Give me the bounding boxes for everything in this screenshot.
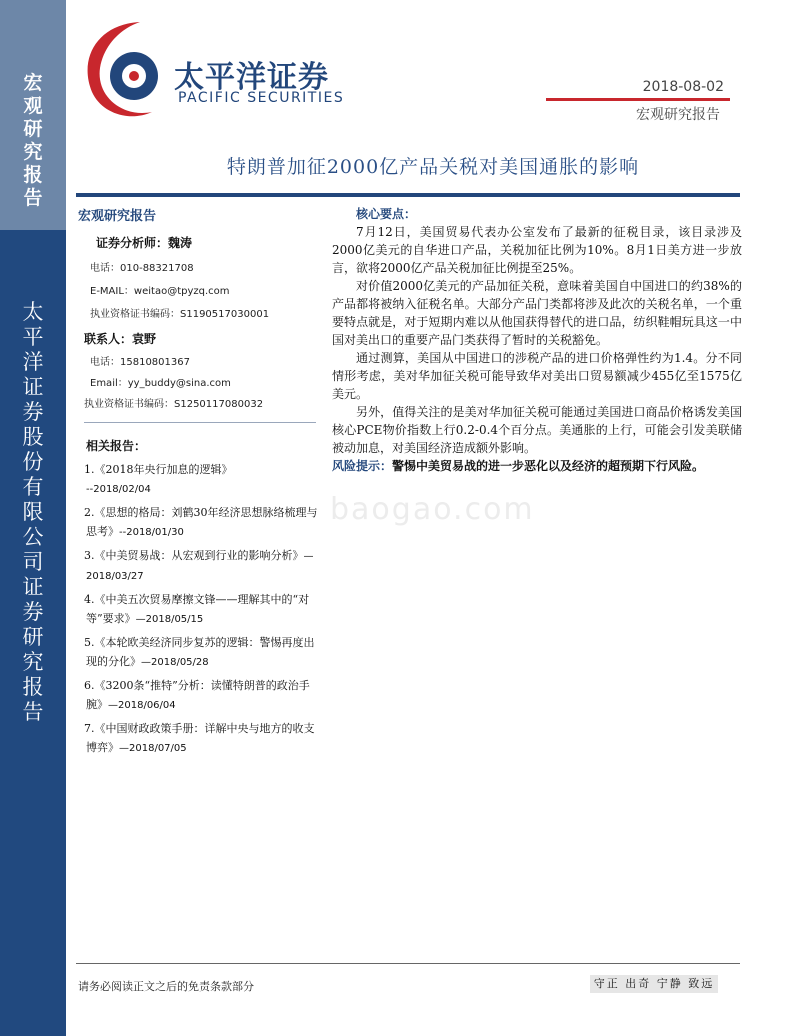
contact-cert: 执业资格证书编码：S1250117080032 [84, 399, 264, 410]
core-paragraph-4: 另外，值得关注的是美对华加征关税可能通过美国进口商品价格诱发美国核心PCE物价指数上行0.2-0.4个百分点。美通胀的上行，可能会引发美联储被动加息，对美国经济造成额外影响。 [332, 405, 742, 455]
left-divider [84, 422, 316, 423]
left-column [78, 205, 318, 762]
related-report-title: 6.《3200条“推特”分析：读懂特朗普的政治手腕》 [84, 679, 310, 711]
logo-text-cn: 太平洋证券 [174, 60, 329, 95]
core-points-heading: 核心要点： [356, 207, 417, 221]
list-item[interactable] [86, 676, 318, 715]
analyst-email[interactable]: E-MAIL：weitao@tpyzq.com [90, 286, 230, 297]
contact-name: 联系人：袁野 [84, 332, 157, 346]
list-item[interactable] [86, 633, 318, 672]
related-report-title: 2.《思想的格局：刘鹤30年经济思想脉络梳理与思考》 [84, 506, 318, 538]
list-item[interactable] [86, 503, 318, 542]
page-title: 特朗普加征2000亿产品关税对美国通胀的影响 [226, 156, 640, 178]
related-report-date: —2018/03/27 [86, 551, 314, 582]
date-divider [546, 98, 730, 101]
related-report-title: 5.《本轮欧美经济同步复苏的逻辑：警惕再度出现的分化》 [84, 636, 315, 668]
risk-label: 风险提示： [332, 459, 393, 473]
logo-text-en: PACIFIC SECURITIES [178, 90, 345, 106]
footer-divider [76, 963, 740, 964]
related-report-date: —2018/06/04 [108, 700, 176, 711]
related-report-title: 3.《中美贸易战：从宏观到行业的影响分析》 [84, 549, 304, 562]
footer-disclaimer: 请务必阅读正文之后的免责条款部分 [78, 980, 254, 993]
contact-phone: 电话：15810801367 [90, 357, 190, 368]
title-divider [76, 193, 740, 197]
list-item[interactable] [86, 719, 318, 758]
sidebar-company-name: 太平洋证券股份有限公司证券研究报告 [22, 300, 44, 724]
left-section-title: 宏观研究报告 [78, 209, 157, 224]
report-date: 2018-08-02 [642, 79, 724, 95]
related-report-date: --2018/02/04 [86, 484, 151, 495]
analyst-cert: 执业资格证书编码：S1190517030001 [90, 309, 270, 320]
watermark: baogao.com [330, 492, 535, 527]
list-item[interactable] [86, 590, 318, 629]
list-item[interactable] [86, 546, 318, 586]
related-report-date: —2018/05/28 [141, 657, 209, 668]
list-item[interactable] [86, 460, 318, 499]
risk-text: 警惕中美贸易战的进一步恶化以及经济的超预期下行风险。 [392, 459, 705, 473]
analyst-name: 证券分析师：魏涛 [96, 236, 193, 250]
core-paragraph-1: 7月12日，美国贸易代表办公室发布了最新的征税目录，该目录涉及2000亿美元的自华进口产品，关税加征比例为10%。8月1日美方进一步放言，欲将2000亿产品关税加征比例提至25%。 [332, 225, 742, 275]
risk-warning [332, 457, 742, 475]
related-report-date: --2018/01/30 [119, 527, 184, 538]
footer-motto: 守正 出奇 宁静 致远 [590, 975, 718, 993]
sidebar-report-type: 宏观研究报告 [23, 72, 43, 209]
related-report-date: —2018/05/15 [135, 614, 204, 625]
core-paragraph-2: 对价值2000亿美元的产品加征关税，意味着美国自中国进口的约38%的产品都将被纳入征税名单。大部分产品门类都将涉及此次的关税名单，一个重要特点就是，对于短期内难以从他国获得替代的进口品，纺织鞋帽玩具这一中国对美出口的重要产品门类获得了暂时的关税豁免。 [332, 279, 742, 347]
report-type-label: 宏观研究报告 [636, 107, 720, 123]
related-report-title: 7.《中国财政政策手册：详解中央与地方的收支博弈》 [84, 722, 315, 754]
sidebar [0, 0, 66, 1036]
contact-email[interactable]: Email：yy_buddy@sina.com [90, 378, 231, 389]
related-report-title: 1.《2018年央行加息的逻辑》 [84, 463, 233, 476]
related-reports-title: 相关报告： [86, 439, 147, 453]
related-reports-list [78, 460, 318, 758]
company-logo [78, 18, 378, 128]
related-report-title: 4.《中美五次贸易摩擦文锋——理解其中的“对等”要求》 [84, 593, 310, 625]
related-report-date: —2018/07/05 [119, 743, 187, 754]
logo-mark-icon [78, 18, 178, 128]
core-paragraph-3: 通过测算，美国从中国进口的涉税产品的进口价格弹性约为1.4。分不同情形考虑，美对华加征关税可能导致华对美出口贸易额减少455亿至1575亿美元。 [332, 351, 742, 401]
core-points [332, 205, 742, 475]
analyst-phone: 电话：010-88321708 [90, 263, 194, 274]
